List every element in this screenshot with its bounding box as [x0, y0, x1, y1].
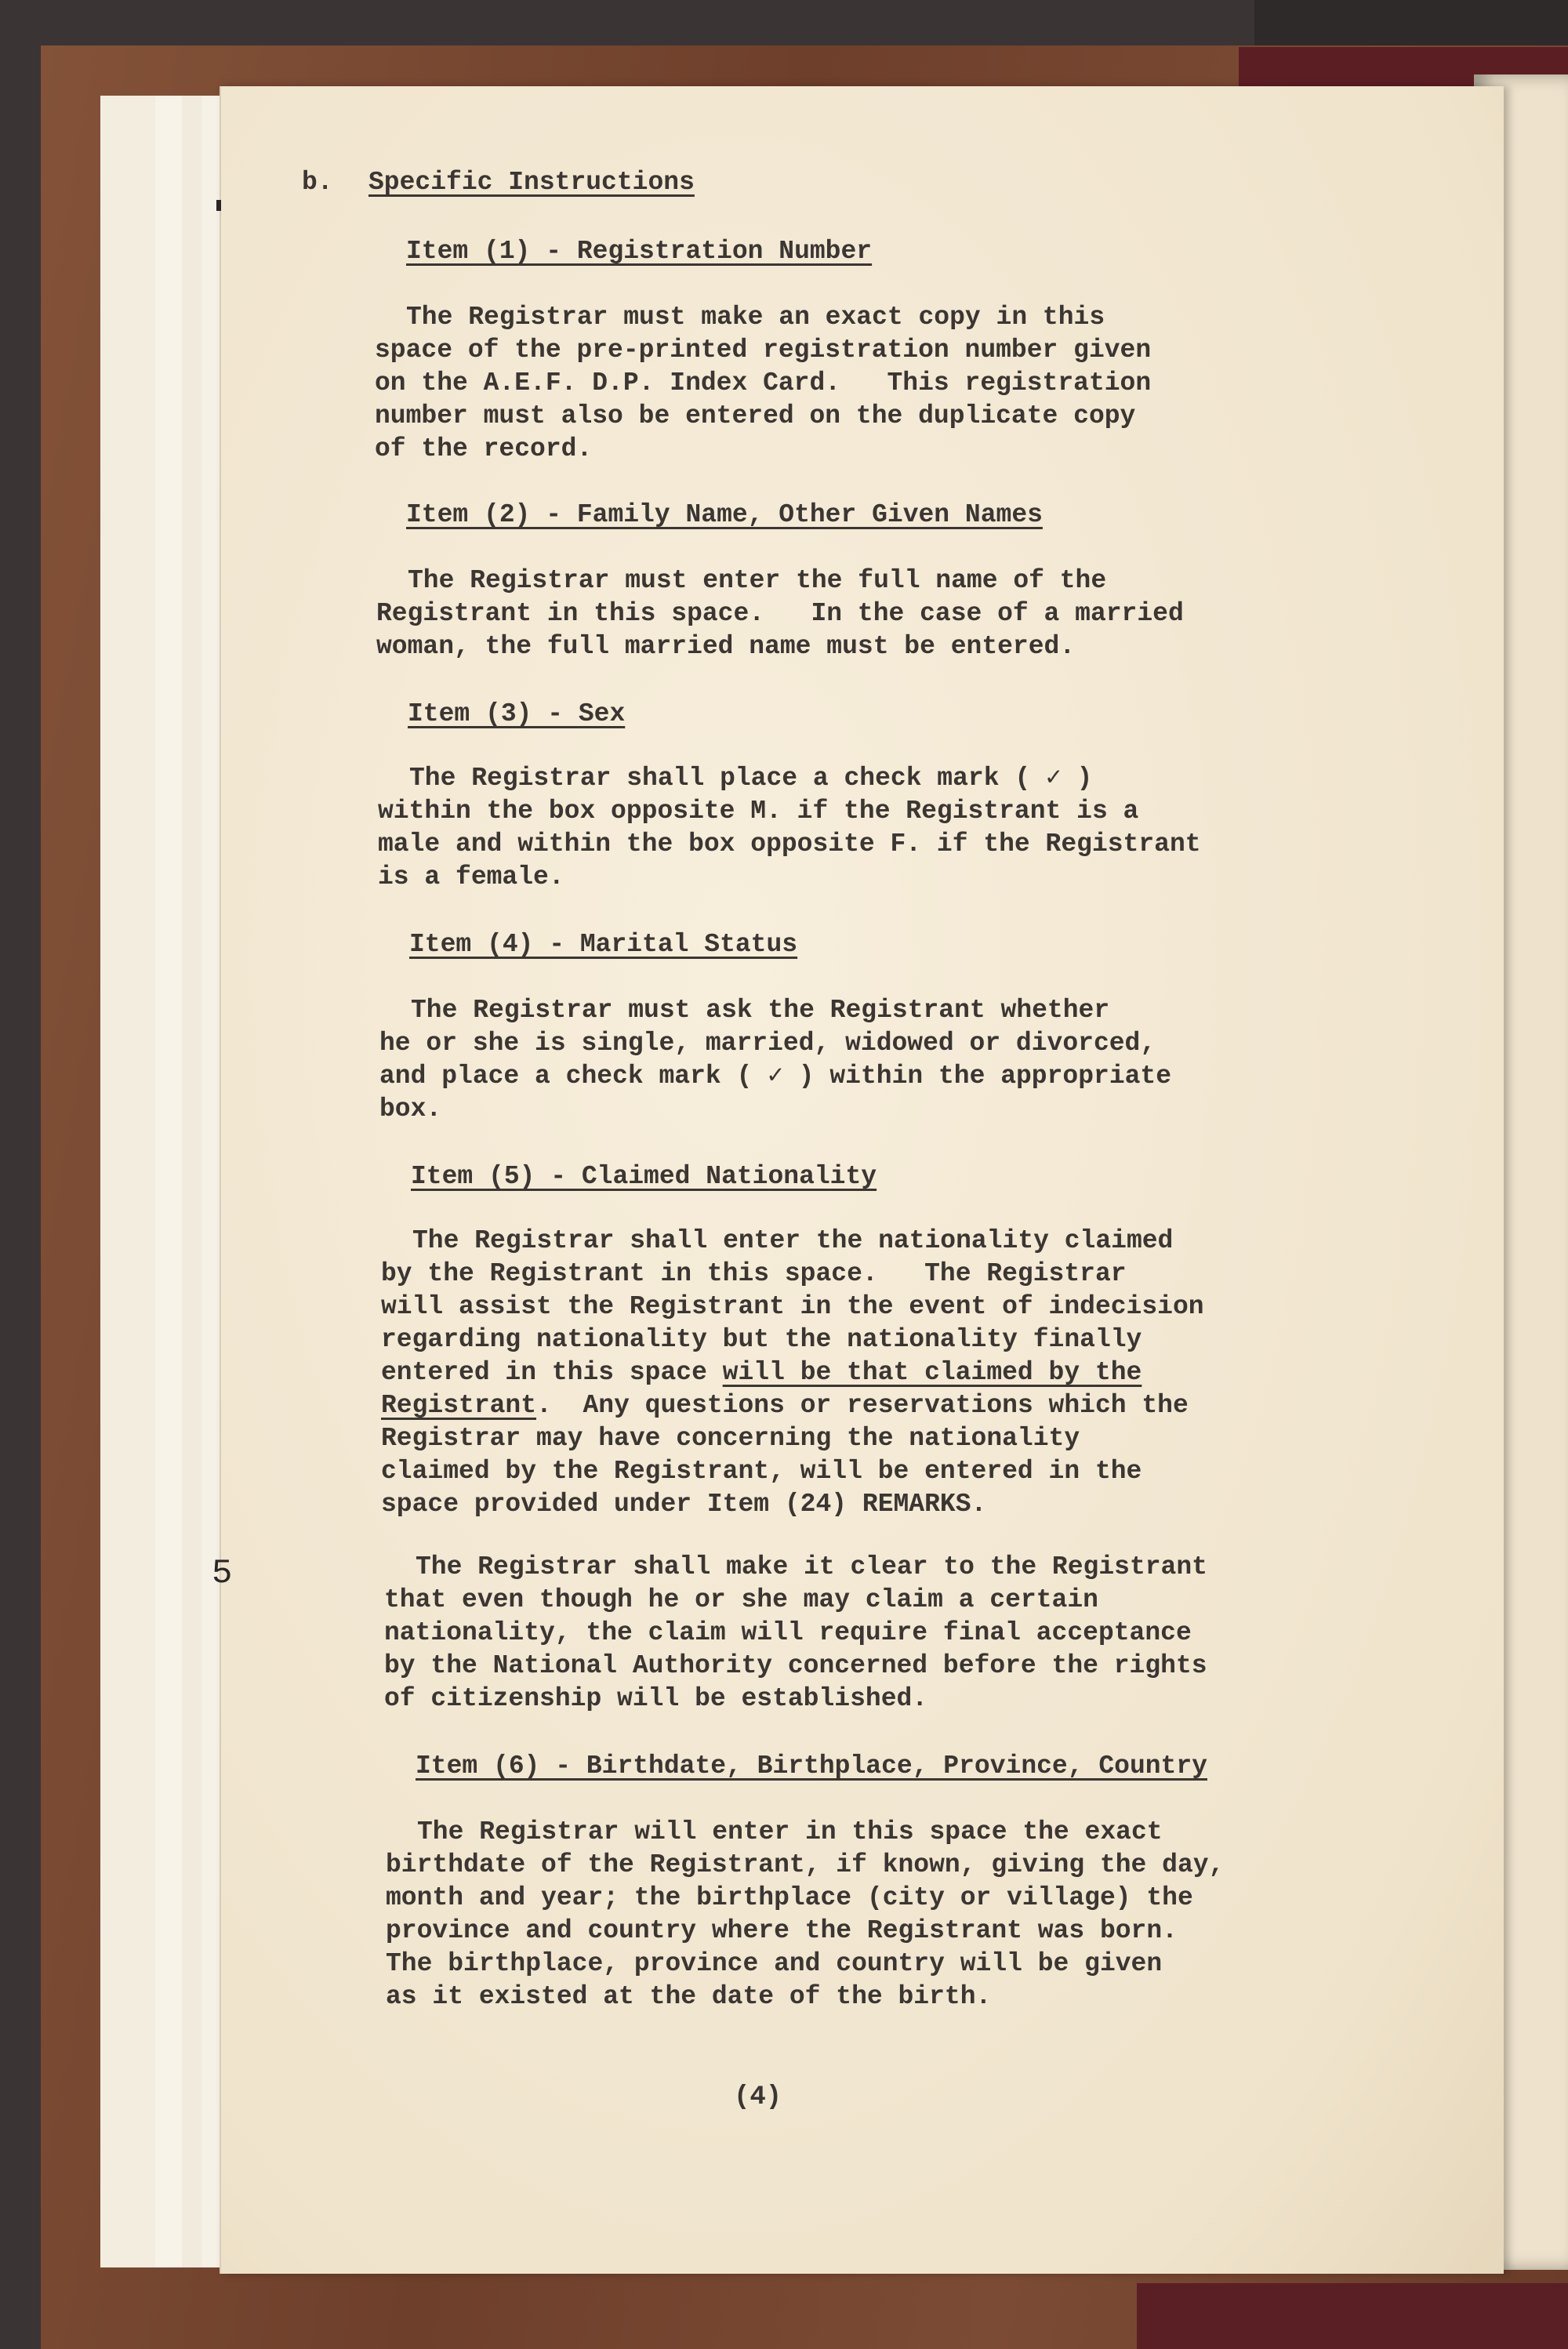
item-6-line: The Registrar will enter in this space the exact — [417, 1817, 1163, 1846]
item-5-underlined-text: Registrant — [381, 1391, 537, 1420]
item-6-line: The birthplace, province and country will be given — [386, 1949, 1163, 1978]
item-5-heading: Item (5) - Claimed Nationality — [411, 1162, 877, 1191]
item-1-line: number must also be entered on the duplicate copy — [375, 401, 1136, 430]
item-2-line: woman, the full married name must be entered. — [376, 632, 1076, 661]
item-6-line: birthdate of the Registrant, if known, giving the day, — [386, 1850, 1225, 1879]
section-title: Specific Instructions — [368, 168, 695, 197]
item-1-line: of the record. — [375, 434, 593, 463]
item-6-line: province and country where the Registrant was born. — [386, 1916, 1178, 1945]
item-4-line: The Registrar must ask the Registrant whether — [411, 996, 1110, 1025]
item-5-paragraph-2-line: that even though he or she may claim a certain — [384, 1585, 1098, 1614]
item-5-line: will assist the Registrant in the event of indecision — [381, 1292, 1204, 1321]
item-5-underlined-text: will be that claimed by the — [722, 1358, 1142, 1387]
item-3-line: within the box opposite M. if the Registrant is a — [378, 797, 1139, 826]
margin-tick — [216, 200, 221, 211]
item-5-line: claimed by the Registrant, will be entered in the — [381, 1457, 1142, 1486]
item-5-line: space provided under Item (24) REMARKS. — [381, 1490, 987, 1519]
item-5-paragraph-2-line: by the National Authority concerned before the rights — [384, 1651, 1207, 1680]
item-4-line: he or she is single, married, widowed or divorced, — [379, 1029, 1156, 1058]
item-6-line: month and year; the birthplace (city or village) the — [386, 1883, 1193, 1912]
margin-mark: 5 — [212, 1554, 233, 1593]
item-5-line: regarding nationality but the nationality finally — [381, 1325, 1142, 1354]
page-number: (4) — [734, 2082, 782, 2112]
item-4-heading: Item (4) - Marital Status — [409, 930, 798, 959]
item-5-line-text: . Any questions or reservations which the — [536, 1391, 1189, 1420]
item-3-line: The Registrar shall place a check mark ( ✓ ) — [409, 764, 1093, 793]
item-2-heading: Item (2) - Family Name, Other Given Names — [406, 500, 1043, 529]
item-5-line — [381, 1356, 1142, 1389]
cover-spine-bottom — [1137, 2283, 1568, 2349]
item-4-line: box. — [379, 1095, 442, 1124]
item-3-line: is a female. — [378, 862, 564, 891]
item-1-line: on the A.E.F. D.P. Index Card. This registration — [375, 369, 1152, 398]
item-1-heading: Item (1) - Registration Number — [406, 237, 873, 266]
item-2-line: The Registrar must enter the full name of the — [408, 566, 1107, 595]
item-5-paragraph-2-line: nationality, the claim will require final acceptance — [384, 1618, 1192, 1647]
item-5-line: by the Registrant in this space. The Registrar — [381, 1259, 1127, 1288]
item-6-line: as it existed at the date of the birth. — [386, 1982, 992, 2011]
item-3-line: male and within the box opposite F. if the Registrant — [378, 830, 1201, 859]
item-5-paragraph-2-line: of citizenship will be established. — [384, 1684, 928, 1713]
item-5-paragraph-2-line: The Registrar shall make it clear to the Registrant — [416, 1552, 1207, 1581]
section-label: b. — [302, 168, 333, 197]
item-5-line: The Registrar shall enter the nationality claimed — [412, 1226, 1174, 1255]
item-5-line-text: entered in this space — [381, 1358, 723, 1387]
item-3-heading: Item (3) - Sex — [408, 699, 626, 728]
item-2-line: Registrant in this space. In the case of a married — [376, 599, 1184, 628]
item-6-heading: Item (6) - Birthdate, Birthplace, Province, Country — [416, 1752, 1207, 1781]
item-5-line — [381, 1389, 1189, 1422]
item-1-line: space of the pre-printed registration number given — [375, 336, 1152, 365]
item-4-line: and place a check mark ( ✓ ) within the appropriate — [379, 1062, 1172, 1091]
item-5-line: Registrar may have concerning the nationality — [381, 1424, 1080, 1453]
item-1-line: The Registrar must make an exact copy in this — [406, 303, 1105, 332]
